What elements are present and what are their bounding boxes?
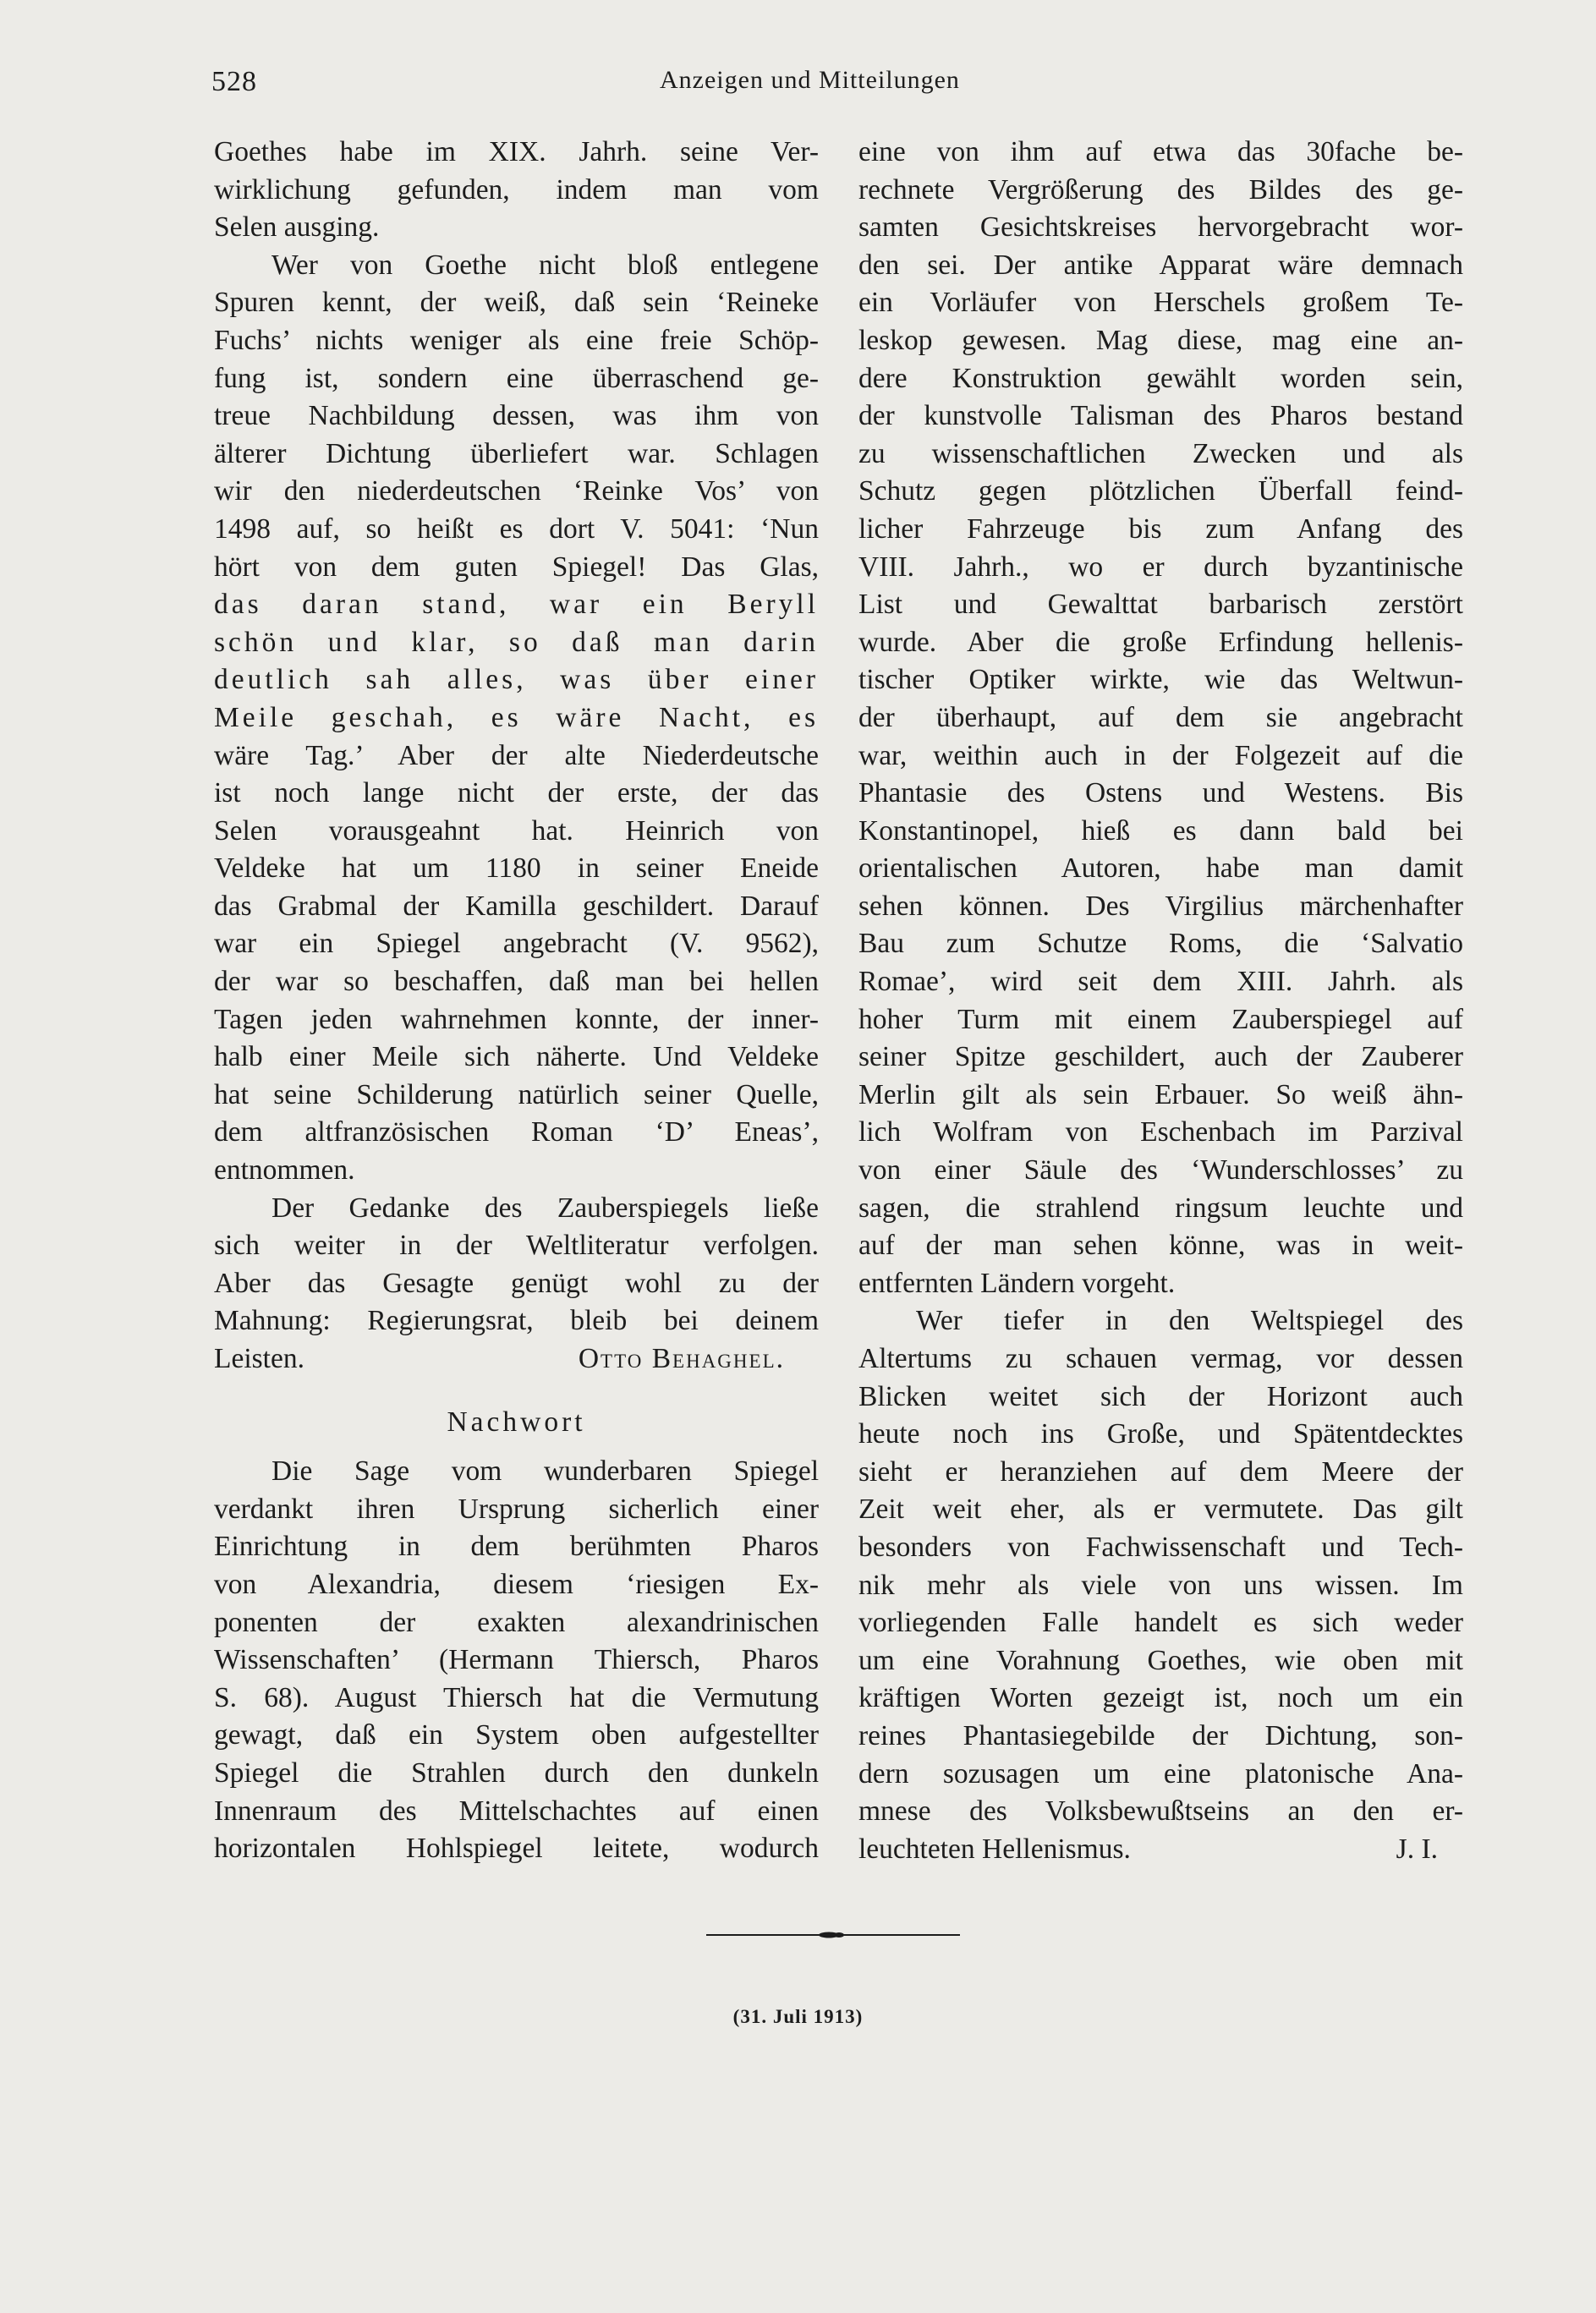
text-line: das Grabmal der Kamilla geschildert. Darauf	[214, 890, 819, 922]
text-line: entfernten Ländern vorgeht.	[858, 1267, 1176, 1299]
text-line: der kunstvolle Talisman des Pharos bestand	[858, 400, 1463, 432]
text-line: Leisten.	[214, 1343, 304, 1374]
text-line: wäre Tag.’ Aber der alte Niederdeutsche	[214, 739, 819, 771]
text-line: auf der man sehen könne, was in weit-	[858, 1230, 1463, 1262]
text-line: Mahnung: Regierungsrat, bleib bei deinem	[214, 1305, 819, 1337]
paragraph	[858, 134, 1463, 1302]
text-line: sehen können. Des Virgilius märchenhafter	[858, 890, 1463, 922]
text-line: lich Wolfram von Eschenbach im Parzival	[858, 1116, 1463, 1148]
text-line: war, weithin auch in der Folgezeit auf die	[858, 739, 1463, 771]
left-column	[214, 134, 819, 1868]
signoff-line	[858, 1831, 1463, 1869]
text-line: S. 68). August Thiersch hat die Vermutung	[214, 1681, 819, 1713]
text-line: Spiegel die Strahlen durch den dunkeln	[214, 1757, 819, 1789]
text-line: Wer von Goethe nicht bloß entlegene	[271, 249, 819, 281]
text-line: sich weiter in der Weltliteratur verfolgen.	[214, 1230, 819, 1262]
text-line: deutlich sah alles, was über einer	[214, 664, 819, 696]
text-line: Bau zum Schutze Roms, die ‘Salvatio	[858, 928, 1463, 960]
text-line: eine von ihm auf etwa das 30fache be-	[858, 136, 1463, 167]
text-line: Veldeke hat um 1180 in seiner Eneide	[214, 852, 819, 885]
text-line: gewagt, daß ein System oben aufgestellter	[214, 1719, 819, 1751]
text-line: nik mehr als viele von uns wissen. Im	[858, 1569, 1463, 1601]
paragraph	[214, 1453, 819, 1868]
paragraph	[214, 247, 819, 1190]
text-line: sieht er heranziehen auf dem Meere der	[858, 1455, 1463, 1488]
text-line: Selen vorausgeahnt hat. Heinrich von	[214, 814, 819, 847]
text-line: verdankt ihren Ursprung sicherlich einer	[214, 1493, 819, 1525]
text-line: Wer tiefer in den Weltspiegel des	[916, 1305, 1463, 1337]
text-line: zu wissenschaftlichen Zwecken und als	[858, 437, 1463, 469]
text-line: Meile geschah, es wäre Nacht, es	[214, 701, 819, 733]
text-line: tischer Optiker wirkte, wie das Weltwun-	[858, 664, 1463, 696]
text-line: der überhaupt, auf dem sie angebracht	[858, 701, 1463, 733]
text-line: Fuchs’ nichts weniger als eine freie Schöp-	[214, 324, 819, 356]
text-line: VIII. Jahrh., wo er durch byzantinische	[858, 551, 1463, 583]
text-line: älterer Dichtung überliefert war. Schlagen	[214, 437, 819, 469]
text-line: ein Vorläufer von Herschels großem Te-	[858, 287, 1463, 319]
text-line: entnommen.	[214, 1154, 355, 1187]
text-line: Zeit weit eher, als er vermutete. Das gilt	[858, 1494, 1463, 1526]
running-head: Anzeigen und Mitteilungen	[660, 66, 960, 94]
text-line: fung ist, sondern eine überraschend ge-	[214, 362, 819, 394]
text-line: vorliegenden Falle handelt es sich weder	[858, 1607, 1463, 1639]
text-line: ponenten der exakten alexandrinischen	[214, 1606, 819, 1638]
text-line: hat seine Schilderung natürlich seiner Quelle,	[214, 1078, 819, 1110]
text-line: hört von dem guten Spiegel! Das Glas,	[214, 551, 819, 583]
text-line: wurde. Aber die große Erfindung hellenis-	[858, 626, 1463, 658]
text-line: Spuren kennt, der weiß, daß sein ‘Reineke	[214, 287, 819, 319]
text-line: leuchteten Hellenismus.	[858, 1833, 1131, 1865]
text-line: 1498 auf, so heißt es dort V. 5041: ‘Nun	[214, 512, 819, 545]
paragraph	[214, 134, 819, 247]
text-line: samten Gesichtskreises hervorgebracht wor-	[858, 211, 1463, 244]
text-line: Merlin gilt als sein Erbauer. So weiß ähn-	[858, 1078, 1463, 1110]
page-number: 528	[211, 66, 257, 97]
right-column	[858, 134, 1463, 1868]
text-line: den sei. Der antike Apparat wäre demnach	[858, 249, 1463, 281]
text-line: ist noch lange nicht der erste, der das	[214, 777, 819, 809]
text-line: war ein Spiegel angebracht (V. 9562),	[214, 928, 819, 960]
text-line: seiner Spitze geschildert, auch der Zauberer	[858, 1041, 1463, 1073]
text-line: orientalischen Autoren, habe man damit	[858, 852, 1463, 885]
text-line: halb einer Meile sich näherte. Und Veldeke	[214, 1041, 819, 1073]
section-divider	[706, 1931, 960, 1939]
text-line: heute noch ins Große, und Spätentdecktes	[858, 1418, 1463, 1450]
text-line: Die Sage vom wunderbaren Spiegel	[271, 1455, 819, 1488]
text-line: Innenraum des Mittelschachtes auf einen	[214, 1795, 819, 1827]
text-line: Goethes habe im XIX. Jahrh. seine Ver-	[214, 136, 819, 167]
author-signature: Otto Behaghel.	[578, 1343, 785, 1374]
text-line: besonders von Fachwissenschaft und Tech-	[858, 1531, 1463, 1563]
text-line: hoher Turm mit einem Zauberspiegel auf	[858, 1003, 1463, 1035]
text-line: Einrichtung in dem berühmten Pharos	[214, 1531, 819, 1563]
text-line: Blicken weitet sich der Horizont auch	[858, 1380, 1463, 1412]
text-line: Der Gedanke des Zauberspiegels ließe	[271, 1192, 819, 1224]
text-line: von einer Säule des ‘Wunderschlosses’ zu	[858, 1154, 1463, 1187]
text-line: List und Gewalttat barbarisch zerstört	[858, 589, 1463, 621]
publication-date: (31. Juli 1913)	[732, 2006, 864, 2027]
text-line: rechnete Vergrößerung des Bildes des ge-	[858, 173, 1463, 206]
text-line: Selen ausging.	[214, 211, 380, 244]
text-line: der war so beschaffen, daß man bei hellen	[214, 966, 819, 998]
text-line: Romae’, wird seit dem XIII. Jahrh. als	[858, 966, 1463, 998]
signoff-line	[214, 1340, 819, 1378]
page-header	[211, 66, 1057, 108]
text-line: sagen, die strahlend ringsum leuchte und	[858, 1192, 1463, 1224]
section-heading: Nachwort	[447, 1406, 586, 1438]
text-line: dem altfranzösischen Roman ‘D’ Eneas’,	[214, 1116, 819, 1148]
text-line: Altertums zu schauen vermag, vor dessen	[858, 1343, 1463, 1374]
text-line: Tagen jeden wahrnehmen konnte, der inner-	[214, 1003, 819, 1035]
text-line: schön und klar, so daß man darin	[214, 626, 819, 658]
text-line: Konstantinopel, hieß es dann bald bei	[858, 814, 1463, 847]
text-line: horizontalen Hohlspiegel leitete, wodurch	[214, 1833, 819, 1865]
text-line: leskop gewesen. Mag diese, mag eine an-	[858, 324, 1463, 356]
text-line: wirklichung gefunden, indem man vom	[214, 173, 819, 206]
text-line: kräftigen Worten gezeigt ist, noch um ein	[858, 1682, 1463, 1714]
text-line: Schutz gegen plötzlichen Überfall feind-	[858, 475, 1463, 507]
author-signature: J. I.	[1396, 1833, 1438, 1865]
text-line: Wissenschaften’ (Hermann Thiersch, Pharos	[214, 1644, 819, 1676]
text-line: Aber das Gesagte genügt wohl zu der	[214, 1267, 819, 1299]
text-line: licher Fahrzeuge bis zum Anfang des	[858, 512, 1463, 545]
text-line: dere Konstruktion gewählt worden sein,	[858, 362, 1463, 394]
text-line: treue Nachbildung dessen, was ihm von	[214, 400, 819, 432]
text-line: das daran stand, war ein Beryll	[214, 589, 819, 621]
paragraph	[858, 1302, 1463, 1868]
text-line: dern sozusagen um eine platonische Ana-	[858, 1757, 1463, 1790]
text-line: von Alexandria, diesem ‘riesigen Ex-	[214, 1568, 819, 1600]
text-line: wir den niederdeutschen ‘Reinke Vos’ von	[214, 475, 819, 507]
text-line: reines Phantasiegebilde der Dichtung, son-	[858, 1719, 1463, 1751]
text-line: um eine Vorahnung Goethes, wie oben mit	[858, 1644, 1463, 1676]
text-line: mnese des Volksbewußtseins an den er-	[858, 1795, 1463, 1828]
paragraph	[214, 1190, 819, 1378]
text-line: Phantasie des Ostens und Westens. Bis	[858, 777, 1463, 809]
